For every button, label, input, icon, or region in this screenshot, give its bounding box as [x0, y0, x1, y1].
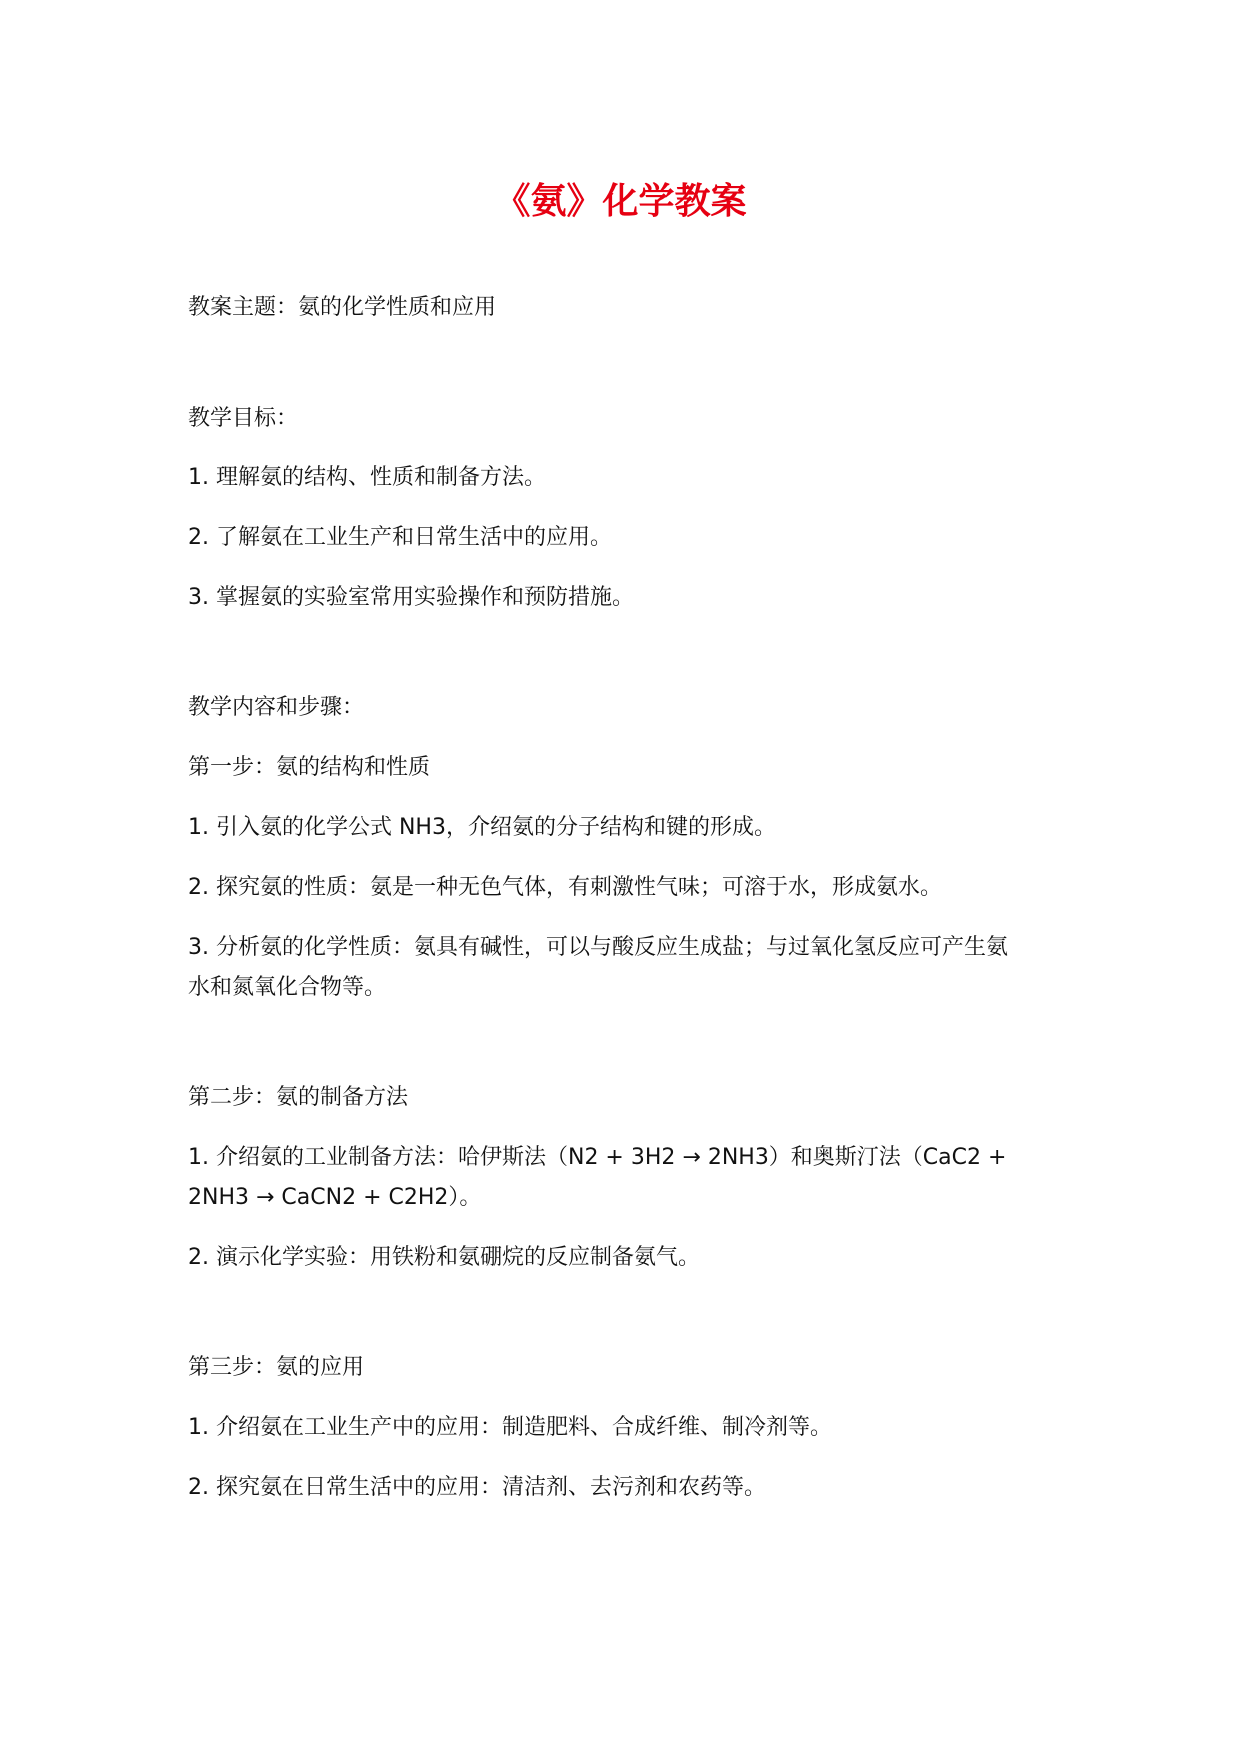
step2-item: 2. 演示化学实验：用铁粉和氨硼烷的反应制备氨气。 [188, 1245, 700, 1270]
document-title: 《氨》化学教案 [494, 181, 747, 222]
objectives-heading: 教学目标： [188, 406, 299, 431]
step2-heading: 第二步：氨的制备方法 [188, 1085, 409, 1110]
step3-item: 2. 探究氨在日常生活中的应用：清洁剂、去污剂和农药等。 [188, 1475, 766, 1500]
topic-line: 教案主题：氨的化学性质和应用 [188, 295, 497, 320]
objective-item: 1. 理解氨的结构、性质和制备方法。 [188, 465, 546, 490]
step1-heading: 第一步：氨的结构和性质 [188, 755, 431, 780]
step1-item: 3. 分析氨的化学性质：氨具有碱性，可以与酸反应生成盐；与过氧化氢反应可产生氨 [188, 935, 1008, 960]
step3-item: 1. 介绍氨在工业生产中的应用：制造肥料、合成纤维、制冷剂等。 [188, 1415, 832, 1440]
objective-item: 3. 掌握氨的实验室常用实验操作和预防措施。 [188, 585, 634, 610]
step2-item: 1. 介绍氨的工业制备方法：哈伊斯法（N2 + 3H2 → 2NH3）和奥斯汀法（CaC2 + [188, 1145, 1007, 1170]
step3-heading: 第三步：氨的应用 [188, 1355, 365, 1380]
content-heading: 教学内容和步骤： [188, 695, 365, 720]
objective-item: 2. 了解氨在工业生产和日常生活中的应用。 [188, 525, 612, 550]
step2-item-continuation: 2NH3 → CaCN2 + C2H2）。 [188, 1185, 482, 1210]
step1-item-continuation: 水和氮氧化合物等。 [188, 975, 387, 1000]
step1-item: 1. 引入氨的化学公式 NH3，介绍氨的分子结构和键的形成。 [188, 815, 776, 840]
step1-item: 2. 探究氨的性质：氨是一种无色气体，有刺激性气味；可溶于水，形成氨水。 [188, 875, 942, 900]
